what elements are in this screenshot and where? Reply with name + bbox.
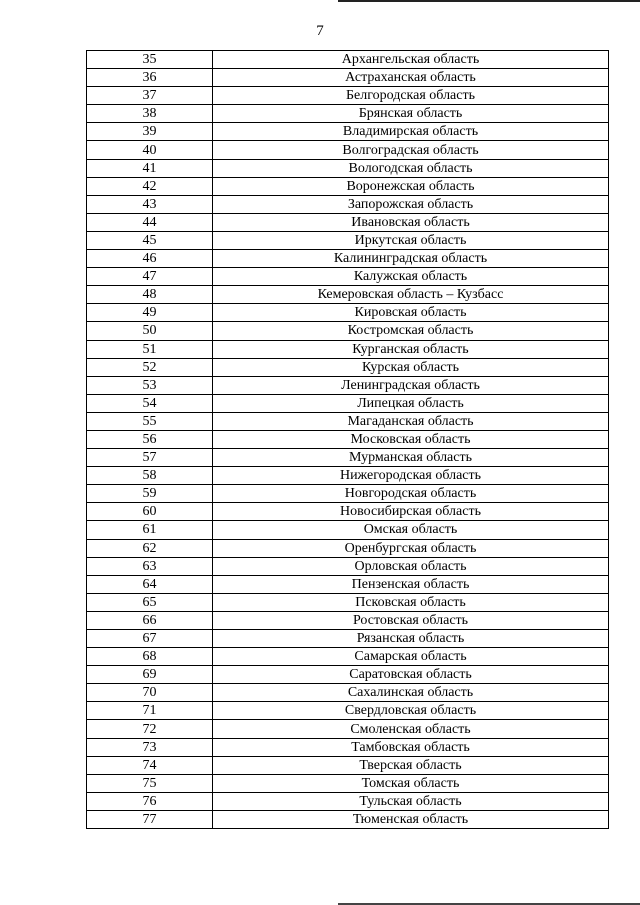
region-name-cell: Сахалинская область xyxy=(213,684,609,702)
table-row xyxy=(87,810,609,828)
table-row xyxy=(87,159,609,177)
region-name-cell: Кемеровская область – Кузбасс xyxy=(213,286,609,304)
region-name-cell: Тюменская область xyxy=(213,810,609,828)
row-number-cell: 72 xyxy=(87,720,213,738)
table-row xyxy=(87,485,609,503)
region-name-cell: Липецкая область xyxy=(213,394,609,412)
row-number-cell: 43 xyxy=(87,195,213,213)
region-name-cell: Орловская область xyxy=(213,557,609,575)
region-name-cell: Самарская область xyxy=(213,648,609,666)
region-name-cell: Кировская область xyxy=(213,304,609,322)
region-name-cell: Белгородская область xyxy=(213,87,609,105)
row-number-cell: 40 xyxy=(87,141,213,159)
region-name-cell: Костромская область xyxy=(213,322,609,340)
table-row xyxy=(87,648,609,666)
region-name-cell: Тульская область xyxy=(213,792,609,810)
region-name-cell: Свердловская область xyxy=(213,702,609,720)
row-number-cell: 71 xyxy=(87,702,213,720)
region-name-cell: Ивановская область xyxy=(213,213,609,231)
table-row xyxy=(87,69,609,87)
row-number-cell: 53 xyxy=(87,376,213,394)
region-name-cell: Запорожская область xyxy=(213,195,609,213)
table-row xyxy=(87,231,609,249)
regions-table-body xyxy=(87,51,609,829)
region-name-cell: Пензенская область xyxy=(213,575,609,593)
table-row xyxy=(87,412,609,430)
region-name-cell: Московская область xyxy=(213,430,609,448)
table-row xyxy=(87,123,609,141)
region-name-cell: Ростовская область xyxy=(213,611,609,629)
table-row xyxy=(87,774,609,792)
row-number-cell: 67 xyxy=(87,630,213,648)
region-name-cell: Мурманская область xyxy=(213,449,609,467)
table-row xyxy=(87,521,609,539)
row-number-cell: 75 xyxy=(87,774,213,792)
table-row xyxy=(87,666,609,684)
scan-edge-top xyxy=(338,0,640,2)
table-row xyxy=(87,268,609,286)
table-row xyxy=(87,322,609,340)
region-name-cell: Владимирская область xyxy=(213,123,609,141)
region-name-cell: Воронежская область xyxy=(213,177,609,195)
table-row xyxy=(87,430,609,448)
table-row xyxy=(87,304,609,322)
region-name-cell: Калининградская область xyxy=(213,250,609,268)
region-name-cell: Брянская область xyxy=(213,105,609,123)
table-row xyxy=(87,756,609,774)
row-number-cell: 66 xyxy=(87,611,213,629)
row-number-cell: 65 xyxy=(87,593,213,611)
region-name-cell: Тамбовская область xyxy=(213,738,609,756)
row-number-cell: 74 xyxy=(87,756,213,774)
row-number-cell: 39 xyxy=(87,123,213,141)
row-number-cell: 50 xyxy=(87,322,213,340)
region-name-cell: Волгоградская область xyxy=(213,141,609,159)
table-row xyxy=(87,213,609,231)
row-number-cell: 35 xyxy=(87,51,213,69)
row-number-cell: 41 xyxy=(87,159,213,177)
row-number-cell: 37 xyxy=(87,87,213,105)
region-name-cell: Оренбургская область xyxy=(213,539,609,557)
region-name-cell: Томская область xyxy=(213,774,609,792)
table-row xyxy=(87,611,609,629)
row-number-cell: 73 xyxy=(87,738,213,756)
region-name-cell: Архангельская область xyxy=(213,51,609,69)
row-number-cell: 62 xyxy=(87,539,213,557)
row-number-cell: 36 xyxy=(87,69,213,87)
row-number-cell: 56 xyxy=(87,430,213,448)
table-row xyxy=(87,792,609,810)
row-number-cell: 51 xyxy=(87,340,213,358)
region-name-cell: Саратовская область xyxy=(213,666,609,684)
row-number-cell: 77 xyxy=(87,810,213,828)
region-name-cell: Тверская область xyxy=(213,756,609,774)
row-number-cell: 61 xyxy=(87,521,213,539)
table-row xyxy=(87,286,609,304)
table-row xyxy=(87,503,609,521)
region-name-cell: Ленинградская область xyxy=(213,376,609,394)
row-number-cell: 60 xyxy=(87,503,213,521)
row-number-cell: 57 xyxy=(87,449,213,467)
table-row xyxy=(87,394,609,412)
region-name-cell: Псковская область xyxy=(213,593,609,611)
table-row xyxy=(87,340,609,358)
table-row xyxy=(87,539,609,557)
table-row xyxy=(87,684,609,702)
table-row xyxy=(87,177,609,195)
region-name-cell: Курская область xyxy=(213,358,609,376)
table-row xyxy=(87,738,609,756)
region-name-cell: Калужская область xyxy=(213,268,609,286)
region-name-cell: Вологодская область xyxy=(213,159,609,177)
row-number-cell: 69 xyxy=(87,666,213,684)
table-row xyxy=(87,250,609,268)
region-name-cell: Нижегородская область xyxy=(213,467,609,485)
table-row xyxy=(87,467,609,485)
row-number-cell: 42 xyxy=(87,177,213,195)
row-number-cell: 47 xyxy=(87,268,213,286)
table-row xyxy=(87,702,609,720)
region-name-cell: Новосибирская область xyxy=(213,503,609,521)
region-name-cell: Новгородская область xyxy=(213,485,609,503)
table-row xyxy=(87,87,609,105)
row-number-cell: 76 xyxy=(87,792,213,810)
row-number-cell: 64 xyxy=(87,575,213,593)
row-number-cell: 58 xyxy=(87,467,213,485)
table-row xyxy=(87,557,609,575)
table-row xyxy=(87,51,609,69)
table-row xyxy=(87,630,609,648)
table-row xyxy=(87,376,609,394)
regions-table xyxy=(86,50,609,829)
page-number: 7 xyxy=(316,23,324,39)
row-number-cell: 45 xyxy=(87,231,213,249)
row-number-cell: 48 xyxy=(87,286,213,304)
table-row xyxy=(87,720,609,738)
table-row xyxy=(87,575,609,593)
region-name-cell: Магаданская область xyxy=(213,412,609,430)
row-number-cell: 63 xyxy=(87,557,213,575)
table-row xyxy=(87,358,609,376)
row-number-cell: 54 xyxy=(87,394,213,412)
region-name-cell: Омская область xyxy=(213,521,609,539)
row-number-cell: 68 xyxy=(87,648,213,666)
row-number-cell: 52 xyxy=(87,358,213,376)
row-number-cell: 46 xyxy=(87,250,213,268)
table-row xyxy=(87,141,609,159)
row-number-cell: 49 xyxy=(87,304,213,322)
row-number-cell: 55 xyxy=(87,412,213,430)
row-number-cell: 44 xyxy=(87,213,213,231)
region-name-cell: Иркутская область xyxy=(213,231,609,249)
row-number-cell: 59 xyxy=(87,485,213,503)
row-number-cell: 38 xyxy=(87,105,213,123)
region-name-cell: Смоленская область xyxy=(213,720,609,738)
region-name-cell: Курганская область xyxy=(213,340,609,358)
table-row xyxy=(87,449,609,467)
table-row xyxy=(87,195,609,213)
region-name-cell: Астраханская область xyxy=(213,69,609,87)
table-row xyxy=(87,593,609,611)
row-number-cell: 70 xyxy=(87,684,213,702)
region-name-cell: Рязанская область xyxy=(213,630,609,648)
table-row xyxy=(87,105,609,123)
